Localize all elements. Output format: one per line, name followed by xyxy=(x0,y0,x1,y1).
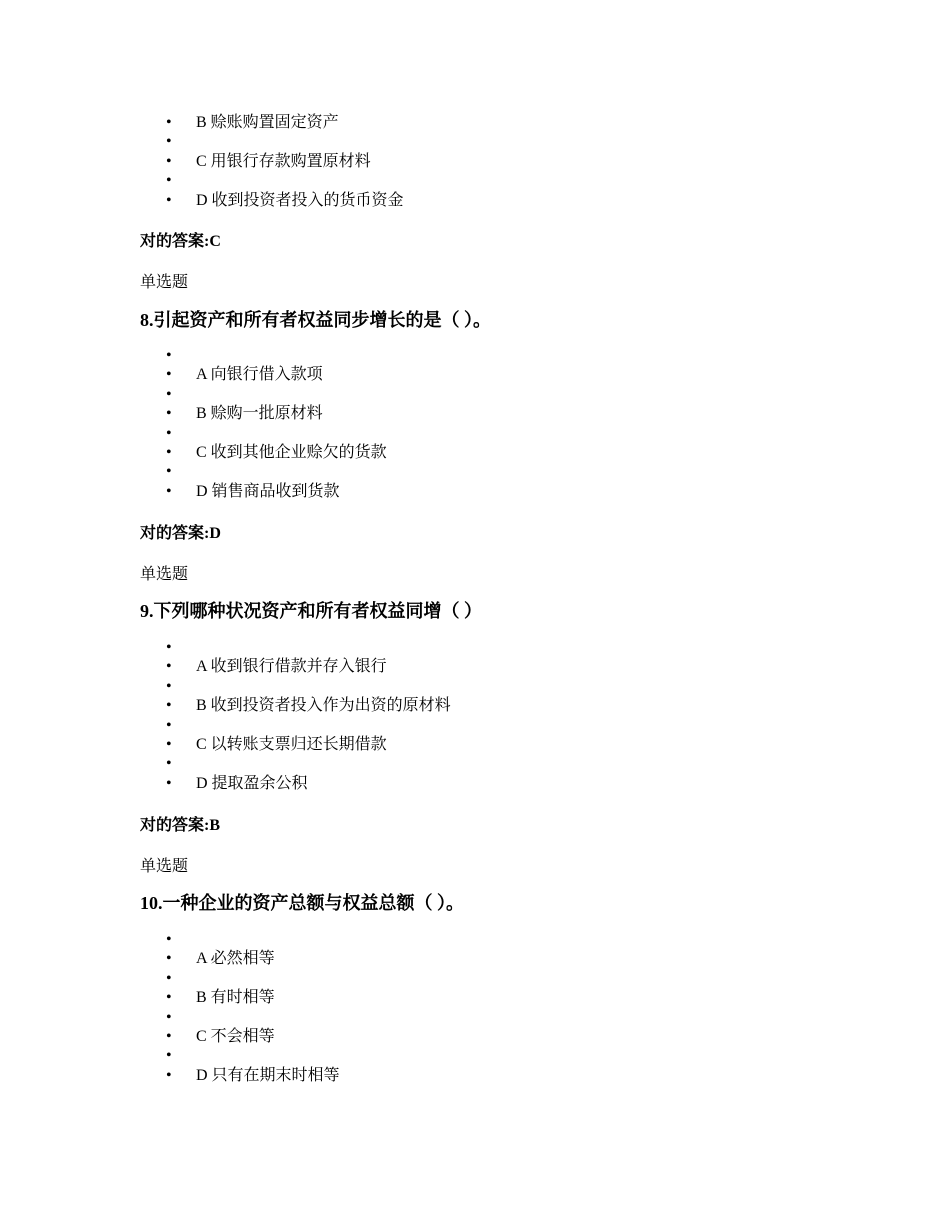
option-text: C 不会相等 xyxy=(196,1027,275,1045)
question-type-q9: 单选题 xyxy=(140,566,189,583)
bullet-icon: • xyxy=(166,931,172,948)
list-item xyxy=(0,482,950,501)
bullet-icon: • xyxy=(166,443,172,461)
bullet-icon: • xyxy=(166,774,172,792)
option-text: C 用银行存款购置原材料 xyxy=(196,152,371,170)
bullet-icon: • xyxy=(166,639,172,656)
bullet-icon: • xyxy=(166,152,172,170)
option-list-q8 xyxy=(0,346,950,501)
bullet-icon: • xyxy=(166,989,172,1007)
list-item xyxy=(0,638,950,657)
bullet-icon: • xyxy=(166,347,172,364)
option-text: B 收到投资者投入作为出资的原材料 xyxy=(196,697,451,715)
option-text: B 有时相等 xyxy=(196,989,275,1007)
list-item xyxy=(0,1046,950,1065)
option-text: D 收到投资者投入的货币资金 xyxy=(196,191,404,209)
list-item xyxy=(0,113,950,132)
option-list-q9 xyxy=(0,638,950,793)
option-text: D 销售商品收到货款 xyxy=(196,482,340,500)
list-item xyxy=(0,1027,950,1046)
list-item xyxy=(0,774,950,793)
answer-q7: 对的答案:C xyxy=(140,233,221,250)
list-item xyxy=(0,735,950,754)
bullet-icon: • xyxy=(166,424,172,442)
option-list-q10 xyxy=(0,930,950,1085)
option-text: C 收到其他企业赊欠的货款 xyxy=(196,443,387,461)
bullet-icon: • xyxy=(166,735,172,753)
list-item xyxy=(0,969,950,988)
question-type-q10: 单选题 xyxy=(140,858,189,875)
bullet-icon: • xyxy=(166,133,172,151)
bullet-icon: • xyxy=(166,172,172,190)
list-item xyxy=(0,754,950,773)
list-item xyxy=(0,365,950,384)
list-item xyxy=(0,132,950,151)
bullet-icon: • xyxy=(166,482,172,500)
list-item xyxy=(0,696,950,715)
question-title-q8: 8.引起资产和所有者权益同步增长的是（ ）。 xyxy=(140,310,491,330)
option-list-q7 xyxy=(0,113,950,210)
option-text: C 以转账支票归还长期借款 xyxy=(196,735,387,753)
list-item xyxy=(0,930,950,949)
list-item xyxy=(0,171,950,190)
bullet-icon: • xyxy=(166,1047,172,1065)
option-text: B 赊账购置固定资产 xyxy=(196,114,339,131)
list-item xyxy=(0,949,950,968)
list-item xyxy=(0,191,950,210)
bullet-icon: • xyxy=(166,950,172,968)
question-type-q8: 单选题 xyxy=(140,274,189,291)
list-item xyxy=(0,424,950,443)
bullet-icon: • xyxy=(166,658,172,676)
bullet-icon: • xyxy=(166,405,172,423)
bullet-icon: • xyxy=(166,697,172,715)
list-item xyxy=(0,152,950,171)
bullet-icon: • xyxy=(166,463,172,481)
question-title-q9: 9.下列哪种状况资产和所有者权益同增（ ） xyxy=(140,601,482,621)
list-item xyxy=(0,443,950,462)
list-item xyxy=(0,657,950,676)
option-text: B 赊购一批原材料 xyxy=(196,405,323,423)
option-text: A 向银行借入款项 xyxy=(196,366,323,384)
bullet-icon: • xyxy=(166,1027,172,1045)
bullet-icon: • xyxy=(166,755,172,773)
option-text: A 收到银行借款并存入银行 xyxy=(196,658,387,676)
bullet-icon: • xyxy=(166,366,172,384)
list-item xyxy=(0,385,950,404)
answer-q9: 对的答案:B xyxy=(140,817,221,834)
bullet-icon: • xyxy=(166,191,172,209)
question-title-q10: 10.一种企业的资产总额与权益总额（ ）。 xyxy=(140,893,464,913)
bullet-icon: • xyxy=(166,385,172,403)
list-item xyxy=(0,716,950,735)
list-item xyxy=(0,346,950,365)
list-item xyxy=(0,1008,950,1027)
bullet-icon: • xyxy=(166,114,172,131)
bullet-icon: • xyxy=(166,1008,172,1026)
option-text: D 只有在期末时相等 xyxy=(196,1066,340,1084)
list-item xyxy=(0,677,950,696)
bullet-icon: • xyxy=(166,1066,172,1084)
option-text: A 必然相等 xyxy=(196,950,275,968)
bullet-icon: • xyxy=(166,677,172,695)
option-text: D 提取盈余公积 xyxy=(196,774,308,792)
list-item xyxy=(0,462,950,481)
list-item xyxy=(0,1066,950,1085)
list-item xyxy=(0,988,950,1007)
list-item xyxy=(0,404,950,423)
answer-q8: 对的答案:D xyxy=(140,525,221,542)
bullet-icon: • xyxy=(166,716,172,734)
bullet-icon: • xyxy=(166,969,172,987)
